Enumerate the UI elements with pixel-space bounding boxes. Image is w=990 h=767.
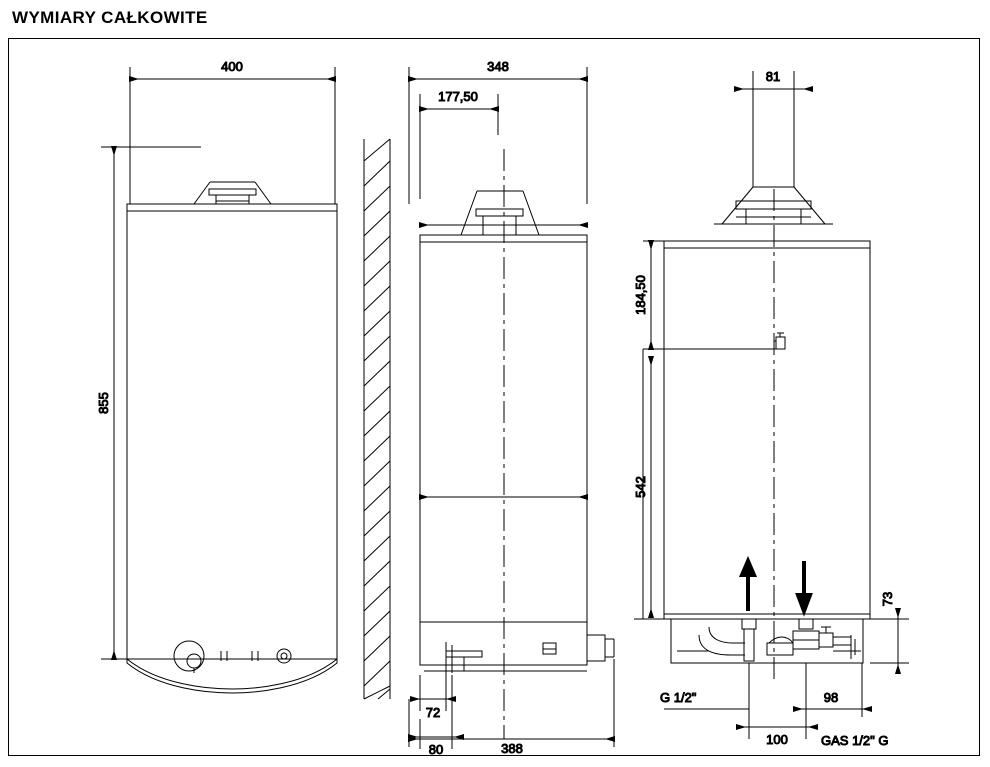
wall-hatching [364, 139, 390, 699]
dim-front-height: 855 [96, 392, 111, 414]
dim-front-width: 400 [221, 59, 243, 74]
dim-side-72: 72 [425, 705, 441, 720]
dim-98: 98 [823, 690, 839, 705]
side-bottom-connections [446, 635, 614, 675]
technical-drawing [9, 39, 979, 755]
bottom-view [633, 69, 909, 748]
label-gas-left: G 1/2" [660, 690, 697, 705]
flow-arrows [742, 561, 810, 611]
label-gas-right: GAS 1/2" G [821, 733, 889, 748]
dim-542: 542 [633, 476, 648, 498]
dim-73: 73 [880, 591, 895, 607]
dim-flue-offset: 177,50 [438, 89, 478, 104]
page-title: WYMIARY CAŁKOWITE [12, 8, 208, 27]
diagram-frame [8, 38, 980, 756]
front-control-panel [174, 641, 291, 673]
front-flue-hood [187, 182, 277, 204]
dim-side-width: 348 [487, 59, 509, 74]
side-view [364, 59, 614, 755]
dim-side-80: 80 [428, 742, 444, 755]
dim-184-50: 184,50 [633, 275, 648, 315]
dim-side-depth: 388 [501, 741, 523, 755]
hydraulic-group [671, 619, 863, 663]
side-flue-hood [453, 191, 547, 235]
front-view [96, 59, 337, 693]
dim-flue-width: 81 [765, 69, 781, 84]
dim-100: 100 [766, 732, 788, 747]
valve-symbol [774, 333, 785, 349]
